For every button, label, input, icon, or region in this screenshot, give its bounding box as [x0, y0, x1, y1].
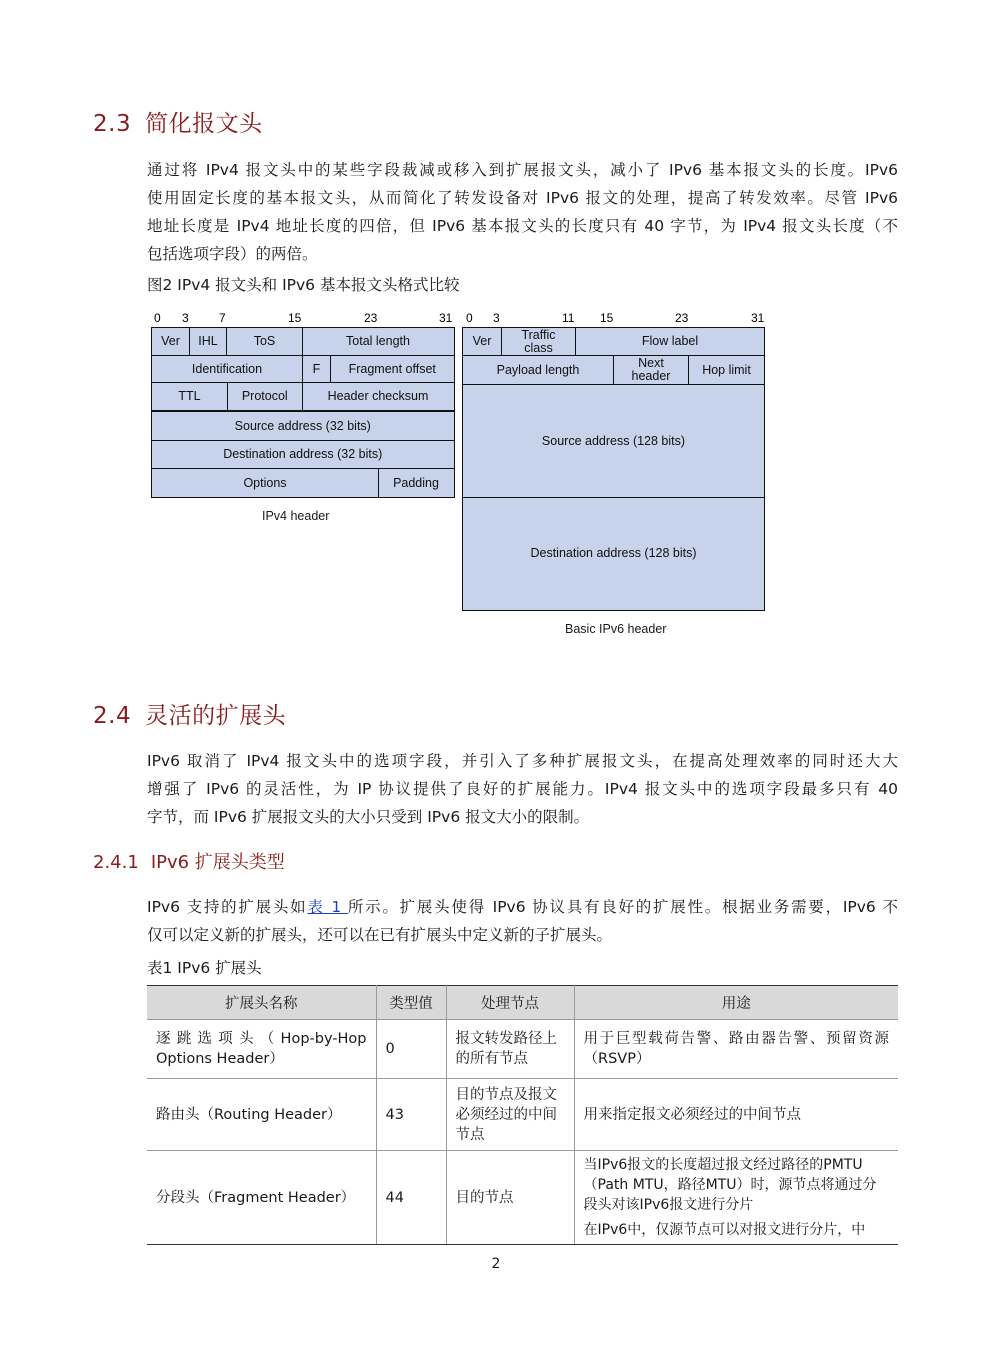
ipv4-header-label: IPv4 header [262, 509, 330, 523]
ipv6-field-hop-limit: Hop limit [688, 355, 765, 386]
cell-line: （Path MTU，路径MTU）时，源节点将通过分 [583, 1177, 877, 1193]
ipv4-field-options: Options [151, 468, 379, 498]
ipv6-field-payload-length: Payload length [462, 355, 614, 386]
processing-node-cell [446, 1079, 574, 1151]
bit-number: 3 [493, 311, 500, 325]
ipv4-field-destination-address: Destination address (32 bits) [151, 440, 455, 470]
header-name-cell: 路由头（Routing Header） [147, 1079, 376, 1151]
cell-line: 在IPv6中，仅源节点可以对报文进行分片，中 [583, 1222, 866, 1238]
section-number: 2.3 [93, 111, 132, 137]
processing-node-cell: 目的节点 [446, 1151, 574, 1245]
cell-line: 目的节点及报文 [455, 1086, 557, 1103]
paragraph-line [147, 893, 898, 921]
bit-number: 0 [466, 311, 473, 325]
bit-number: 0 [154, 311, 161, 325]
section-heading-2-3 [93, 105, 263, 138]
section-title: 简化报文头 [145, 111, 263, 137]
cell-line: 的所有节点 [455, 1051, 528, 1067]
bit-number: 3 [182, 311, 189, 325]
paragraph-text: 所示。扩展头使得 IPv6 协议具有良好的扩展性。根据业务需要，IPv6 不 [347, 898, 898, 916]
paragraph-line: IPv6 取消了 IPv4 报文头中的选项字段，并引入了多种扩展报文头，在提高处理效率的同时还大大 [147, 752, 898, 770]
bit-number: 11 [562, 311, 575, 325]
ipv4-field-total-length: Total length [302, 327, 455, 356]
paragraph-line: 包括选项字段）的两倍。 [147, 245, 318, 263]
type-value-cell: 44 [376, 1151, 446, 1245]
ipv6-field-source-address: Source address (128 bits) [462, 384, 765, 498]
paragraph-text: IPv6 支持的扩展头如 [147, 898, 308, 916]
paragraph-line: 字节，而 IPv6 扩展报文头的大小只受到 IPv6 报文大小的限制。 [147, 808, 590, 826]
cell-line: 节点 [455, 1126, 485, 1143]
cell-line: 报文转发路径上 [455, 1031, 557, 1047]
header-name-cell: 分段头（Fragment Header） [147, 1151, 376, 1245]
section-number: 2.4 [93, 703, 132, 729]
ipv4-field-fragment-offset: Fragment offset [330, 355, 455, 384]
column-header: 类型值 [376, 986, 446, 1020]
bit-number: 15 [288, 311, 302, 325]
cell-line: 逐 跳 选 项 头 （ Hop-by-Hop [156, 1031, 367, 1047]
ipv4-field-header-checksum: Header checksum [302, 382, 455, 411]
ipv6-field-ver: Ver [462, 327, 502, 356]
processing-node-cell [446, 1020, 574, 1079]
ipv4-field-padding: Padding [378, 468, 455, 498]
bit-number: 15 [600, 311, 614, 325]
table-header-row [147, 986, 898, 1020]
figure-caption: 图2 IPv4 报文头和 IPv6 基本报文头格式比较 [147, 276, 460, 294]
ipv4-field-ihl: IHL [189, 327, 228, 356]
section-title: IPv6 扩展头类型 [150, 852, 285, 873]
type-value-cell: 0 [376, 1020, 446, 1079]
usage-cell: 用来指定报文必须经过的中间节点 [574, 1079, 898, 1151]
paragraph-line: 通过将 IPv4 报文头中的某些字段裁减或移入到扩展报文头，减小了 IPv6 基本报文头的长度。IPv6 [147, 161, 898, 179]
extension-header-table [147, 985, 898, 1245]
cell-line: Options Header） [156, 1051, 284, 1067]
bit-number: 7 [219, 311, 226, 325]
ipv4-field-tos: ToS [226, 327, 303, 356]
cell-line: 当IPv6报文的长度超过报文经过路径的PMTU [583, 1157, 863, 1173]
bit-number: 23 [364, 311, 378, 325]
ipv4-field-ttl: TTL [151, 382, 228, 411]
ipv4-field-ver: Ver [151, 327, 190, 356]
paragraph-line: 地址长度是 IPv4 地址长度的四倍，但 IPv6 基本报文头的长度只有 40 字节，为 IPv4 报文头长度（不 [147, 217, 898, 235]
section-heading-2-4 [93, 697, 286, 730]
type-value-cell: 43 [376, 1079, 446, 1151]
bit-number: 31 [439, 311, 453, 325]
usage-cell [574, 1020, 898, 1079]
usage-cell [574, 1151, 898, 1245]
paragraph-line: 使用固定长度的基本报文头，从而简化了转发设备对 IPv6 报文的处理，提高了转发效率。尽管 IPv6 [147, 189, 898, 207]
section-number: 2.4.1 [93, 852, 139, 873]
section-2-4-paragraph [147, 747, 898, 831]
bit-number: 31 [751, 311, 765, 325]
ipv6-field-next-header: Next header [613, 355, 690, 386]
section-2-3-paragraph [147, 156, 898, 268]
paragraph-line: 增强了 IPv6 的灵活性，为 IP 协议提供了良好的扩展能力。IPv4 报文头中的选项字段最多只有 40 [147, 780, 898, 798]
ipv4-field-source-address: Source address (32 bits) [151, 411, 455, 441]
section-2-4-1-paragraph [147, 893, 898, 949]
ipv6-field-traffic-class: Traffic class [501, 327, 577, 356]
table-row [147, 1020, 898, 1079]
ipv6-header-label: Basic IPv6 header [565, 622, 667, 636]
section-heading-2-4-1 [93, 848, 285, 874]
page-number: 2 [491, 1256, 501, 1272]
column-header: 处理节点 [446, 986, 574, 1020]
table-row [147, 1151, 898, 1245]
ipv4-field-identification: Identification [151, 355, 303, 384]
column-header: 用途 [574, 986, 898, 1020]
paragraph-line: 仅可以定义新的扩展头，还可以在已有扩展头中定义新的子扩展头。 [147, 926, 613, 944]
table-1-link[interactable]: 表 1 [307, 898, 348, 916]
cell-line: 用于巨型载荷告警、路由器告警、预留资源 [583, 1031, 889, 1047]
header-name-cell [147, 1020, 376, 1079]
cell-line: （RSVP） [583, 1051, 651, 1067]
ipv6-field-flow-label: Flow label [575, 327, 765, 356]
table-caption: 表1 IPv6 扩展头 [147, 959, 262, 977]
ipv4-field-flags: F [302, 355, 332, 384]
ipv6-field-destination-address: Destination address (128 bits) [462, 497, 765, 611]
ipv4-field-protocol: Protocol [227, 382, 304, 411]
bit-number: 23 [675, 311, 689, 325]
table-row [147, 1079, 898, 1151]
section-title: 灵活的扩展头 [145, 703, 287, 729]
column-header: 扩展头名称 [147, 986, 376, 1020]
cell-line: 必须经过的中间 [455, 1106, 557, 1123]
cell-line: 段头对该IPv6报文进行分片 [583, 1197, 754, 1213]
